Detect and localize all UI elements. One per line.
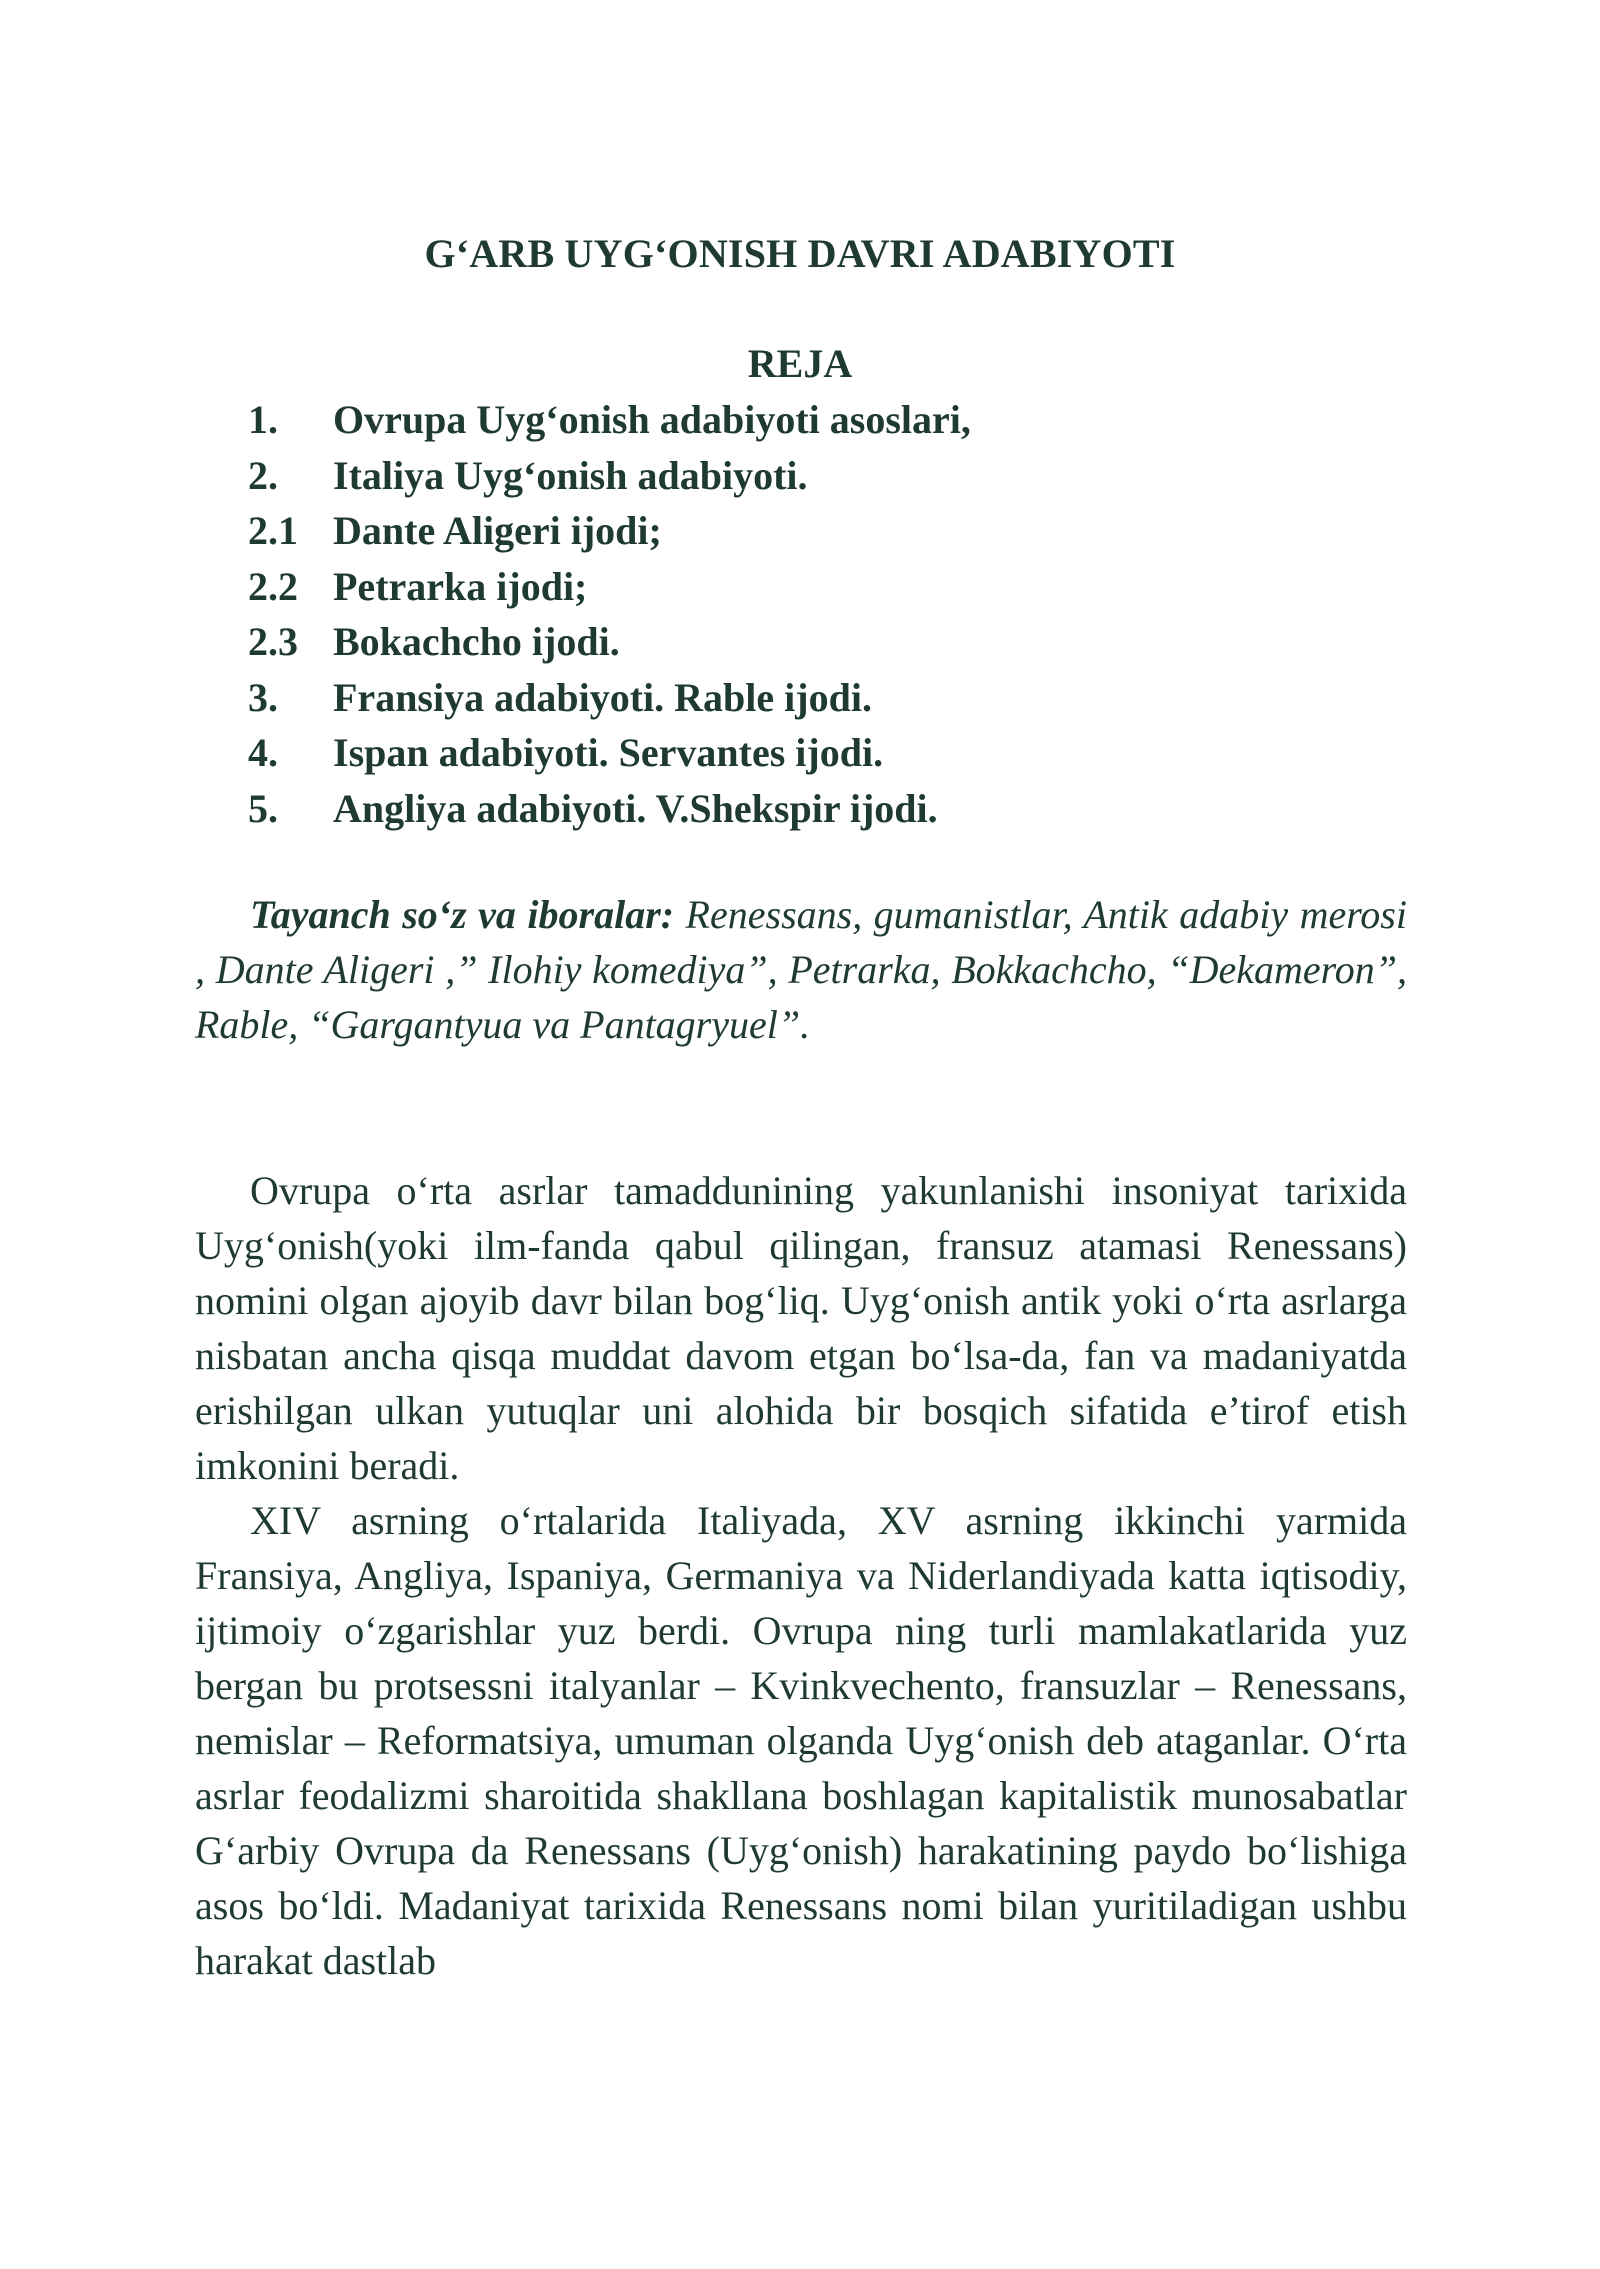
plan-item bbox=[248, 725, 971, 781]
plan-heading: REJA bbox=[747, 341, 853, 386]
plan-item-number: 3. bbox=[248, 674, 278, 720]
plan-item-number: 2.2 bbox=[248, 563, 298, 609]
keywords-paragraph bbox=[195, 887, 1407, 1052]
plan-item-number: 2. bbox=[248, 452, 278, 498]
plan-item-text: Dante Aligeri ijodi; bbox=[333, 508, 662, 553]
plan-item-text: Fransiya adabiyoti. Rable ijodi. bbox=[333, 674, 872, 720]
plan-item-number: 1. bbox=[248, 397, 278, 442]
plan-item bbox=[248, 781, 971, 837]
keywords-text: Renessans, gumanistlar, Antik adabiy merosi , Dante Aligeri ,” Ilohiy komediya”, Petrarka, Bokkachcho, “Dekameron”, Rable, “Gargantyua va Pantagryuel”. bbox=[195, 892, 1407, 1047]
plan-item bbox=[248, 392, 971, 448]
plan-list bbox=[248, 392, 971, 836]
plan-item-number: 2.3 bbox=[248, 619, 298, 664]
plan-item bbox=[248, 670, 971, 726]
body-paragraph: XIV asrning o‘rtalarida Italiyada, XV asrning ikkinchi yarmida Fransiya, Angliya, Ispaniya, Germaniya va Niderlandiyada katta iqtisodiy, ijtimoiy o‘zgarishlar yuz berdi. Ovrupa ning turli mamlakatlarida yuz bergan bu protsessni italyanlar – Kvinkvechento, fransuzlar – Renessans, nemislar – Reformatsiya, umuman olganda Uyg‘onish deb ataganlar. O‘rta asrlar feodalizmi sharoitida shakllana boshlagan kapitalistik munosabatlar G‘arbiy Ovrupa da Renessans (Uyg‘onish) harakatining paydo bo‘lishiga asos bo‘ldi. Madaniyat tarixida Renessans nomi bilan yuritiladigan ushbu harakat dastlab bbox=[195, 1498, 1407, 1983]
plan-item-text: Bokachcho ijodi. bbox=[333, 619, 620, 664]
plan-item bbox=[248, 559, 971, 615]
plan-item bbox=[248, 448, 971, 504]
plan-item-number: 2.1 bbox=[248, 508, 298, 553]
plan-item bbox=[248, 614, 971, 670]
plan-item-text: Petrarka ijodi; bbox=[333, 563, 588, 609]
plan-item-text: Ispan adabiyoti. Servantes ijodi. bbox=[333, 730, 884, 775]
document-title: G‘ARB UYG‘ONISH DAVRI ADABIYOTI bbox=[424, 231, 1176, 276]
plan-item-text: Angliya adabiyoti. V.Shekspir ijodi. bbox=[333, 785, 938, 831]
plan-item-text: Ovrupa Uyg‘onish adabiyoti asoslari, bbox=[333, 397, 971, 442]
keywords-label: Tayanch so‘z va iboralar: bbox=[250, 892, 675, 937]
plan-item-number: 4. bbox=[248, 730, 278, 775]
plan-item-number: 5. bbox=[248, 785, 278, 831]
plan-item bbox=[248, 503, 971, 559]
body-paragraph: Ovrupa o‘rta asrlar tamaddunining yakunlanishi insoniyat tarixida Uyg‘onish(yoki ilm-fanda qabul qilingan, fransuz atamasi Renessans) nomini olgan ajoyib davr bilan bog‘liq. Uyg‘onish antik yoki o‘rta asrlarga nisbatan ancha qisqa muddat davom etgan bo‘lsa-da, fan va madaniyatda erishilgan ulkan yutuqlar uni alohida bir bosqich sifatida e’tirof etish imkonini beradi. bbox=[195, 1168, 1407, 1488]
body-text bbox=[195, 1163, 1407, 1988]
plan-item-text: Italiya Uyg‘onish adabiyoti. bbox=[333, 452, 808, 498]
